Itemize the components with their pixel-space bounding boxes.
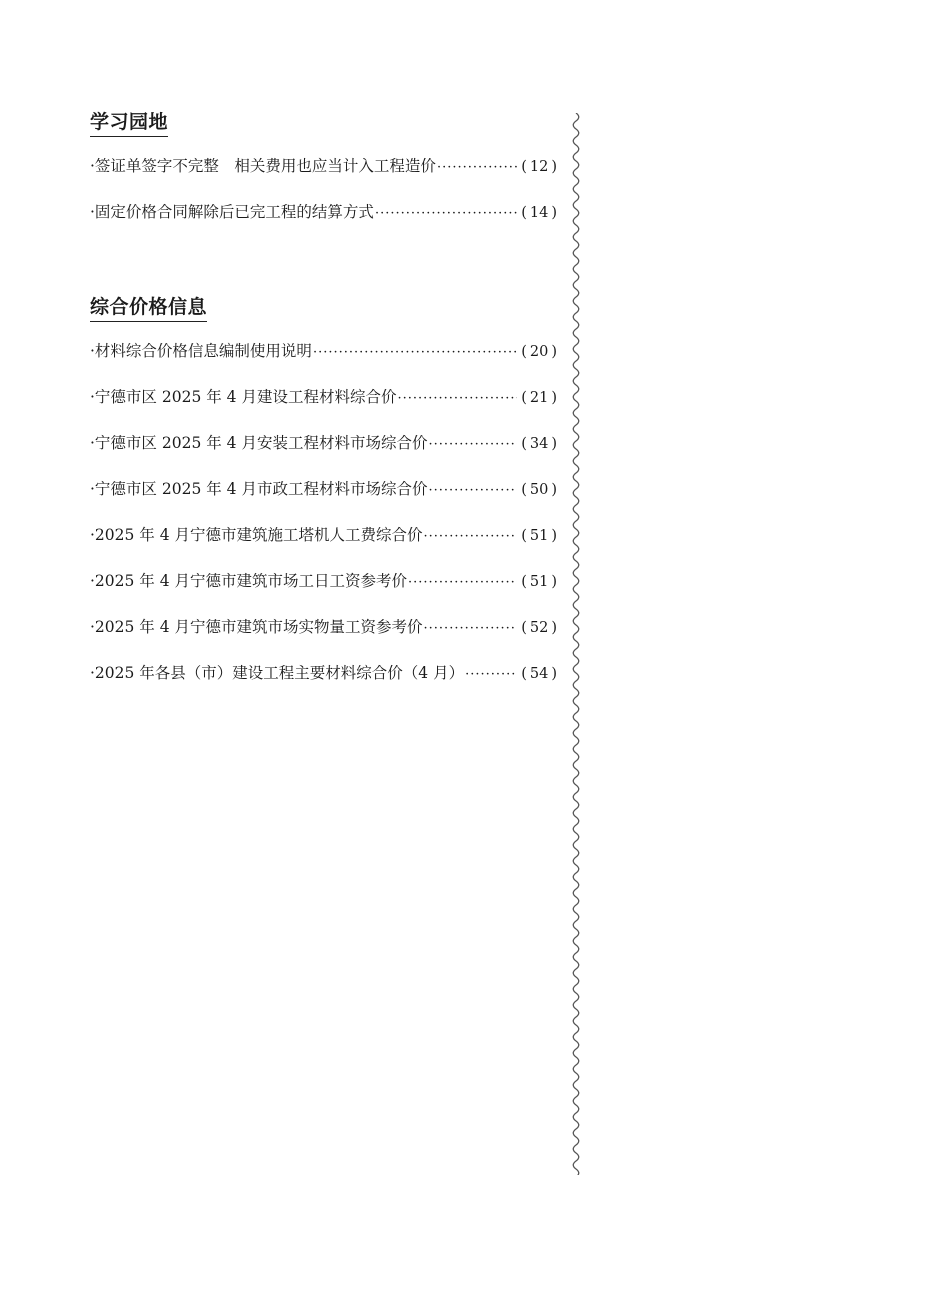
dot-leader — [375, 197, 517, 231]
dot-leader — [424, 520, 518, 554]
entry-title: ·2025 年各县（市）建设工程主要材料综合价（4 月） — [90, 664, 465, 682]
entry-page: ( 54 ) — [521, 666, 557, 682]
section-price-info — [90, 293, 560, 702]
entry-title: ·材料综合价格信息编制使用说明 — [90, 342, 312, 360]
section-title: 学习园地 — [90, 108, 168, 137]
table-of-contents — [90, 108, 560, 702]
entry-page: ( 51 ) — [521, 528, 557, 544]
toc-entry[interactable] — [90, 610, 560, 656]
section-study — [90, 108, 560, 241]
dot-leader — [428, 428, 517, 462]
entry-page: ( 21 ) — [521, 390, 557, 406]
entry-title: ·宁德市区 2025 年 4 月安装工程材料市场综合价 — [90, 434, 428, 452]
dot-leader — [313, 336, 517, 370]
toc-entry[interactable] — [90, 472, 560, 518]
wavy-line-icon — [570, 113, 582, 1175]
entry-title: ·签证单签字不完整 相关费用也应当计入工程造价 — [90, 157, 436, 175]
entry-page: ( 34 ) — [521, 436, 557, 452]
dot-leader — [408, 566, 517, 600]
entry-page: ( 20 ) — [521, 344, 557, 360]
entry-title: ·固定价格合同解除后已完工程的结算方式 — [90, 203, 374, 221]
entry-page: ( 14 ) — [521, 205, 557, 221]
toc-entry[interactable] — [90, 564, 560, 610]
entry-page: ( 50 ) — [521, 482, 557, 498]
dot-leader — [437, 151, 517, 185]
toc-entry[interactable] — [90, 195, 560, 241]
toc-entry[interactable] — [90, 380, 560, 426]
entry-page: ( 52 ) — [521, 620, 557, 636]
entry-title: ·2025 年 4 月宁德市建筑市场实物量工资参考价 — [90, 618, 423, 636]
toc-entry[interactable] — [90, 518, 560, 564]
toc-entry[interactable] — [90, 334, 560, 380]
section-title: 综合价格信息 — [90, 293, 207, 322]
dot-leader — [428, 474, 517, 508]
toc-entry[interactable] — [90, 656, 560, 702]
entry-title: ·宁德市区 2025 年 4 月建设工程材料综合价 — [90, 388, 397, 406]
entry-page: ( 12 ) — [521, 159, 557, 175]
dot-leader — [397, 382, 517, 416]
entry-title: ·宁德市区 2025 年 4 月市政工程材料市场综合价 — [90, 480, 428, 498]
entry-title: ·2025 年 4 月宁德市建筑市场工日工资参考价 — [90, 572, 408, 590]
dot-leader — [424, 612, 518, 646]
entry-title: ·2025 年 4 月宁德市建筑施工塔机人工费综合价 — [90, 526, 423, 544]
dot-leader — [465, 658, 517, 692]
toc-entry[interactable] — [90, 426, 560, 472]
toc-entry[interactable] — [90, 149, 560, 195]
entry-page: ( 51 ) — [521, 574, 557, 590]
